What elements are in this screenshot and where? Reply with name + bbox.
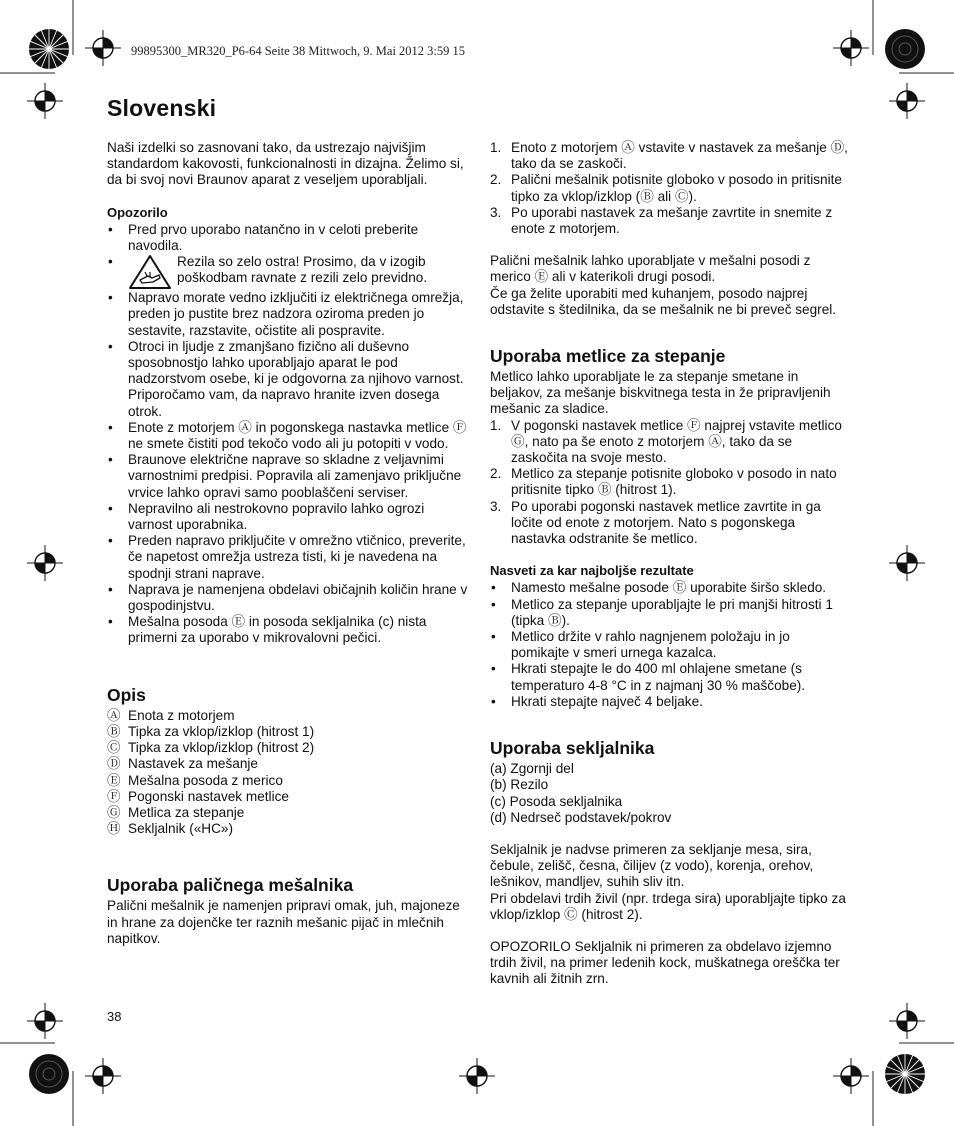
list-item: • Preden napravo priključite v omrežno vtičnico, preverite, če napetost omrežja ustreza tisti, ki je navedena na spodnji strani naprave. (107, 533, 469, 582)
list-item: • Hkrati stepajte le do 400 ml ohlajene smetane (s temperaturo 4-8 °C in z najmanj 30 % maščobe). (490, 661, 850, 693)
chopper-parts (490, 761, 850, 826)
part-label: Metlica za stepanje (128, 804, 245, 820)
part-row (107, 756, 469, 772)
crosshair-registration-icon (833, 30, 869, 66)
hand-blender-steps (490, 140, 850, 237)
part-label: Enota z motorjem (128, 707, 235, 723)
list-item (107, 254, 469, 290)
print-slug-line: 99895300_MR320_P6-64 Seite 38 Mittwoch, 9. Mai 2012 3:59 15 (131, 44, 466, 58)
step-item (490, 205, 850, 237)
step-item (490, 172, 850, 204)
whisk-intro: Metlico lahko uporabljate le za stepanje smetane in beljakov, za mešanje biskvitnega testa in že pripravljenih mešanic za sladice. (490, 369, 831, 417)
list-item: • Hkrati stepajte največ 4 beljake. (490, 694, 850, 710)
crosshair-registration-icon (889, 83, 925, 119)
part-letter: Ⓑ (107, 723, 121, 739)
warning-heading: Opozorilo (107, 204, 168, 220)
part-letter: Ⓔ (107, 772, 121, 788)
left-column (107, 140, 469, 947)
chopper-part: (d) Nedrseč podstavek/pokrov (490, 809, 672, 825)
part-letter: Ⓐ (107, 707, 121, 723)
part-label: Mešalna posoda z merico (128, 772, 283, 788)
page-number: 38 (107, 1009, 122, 1024)
chopper-part: (b) Rezilo (490, 777, 549, 793)
blade-warning-hand-icon (128, 254, 172, 290)
part-letter: Ⓒ (107, 740, 121, 756)
part-row (107, 708, 469, 724)
list-item: • Otroci in ljudje z zmanjšano fizično ali duševno sposobnostjo lahko uporabljajo aparat le pod nadzorstvom osebe, ki je odgovorna za njihovo varnost. Priporočamo vam, da napravo hranite izven dosega otrok. (107, 339, 469, 420)
crosshair-registration-icon (459, 1058, 495, 1094)
chopper-text: Pri obdelavi trdih živil (npr. trdega sira) uporabljajte tipko za vklop/izklop Ⓒ (hitrost 2). (490, 890, 846, 922)
step-item (490, 499, 850, 548)
part-label: Tipka za vklop/izklop (hitrost 1) (128, 723, 315, 739)
step-number: 1. (490, 417, 502, 433)
step-text: Palični mešalnik potisnite globoko v posodo in pritisnite tipko za vklop/izklop (Ⓑ ali Ⓒ). (511, 172, 842, 204)
part-label: Nastavek za mešanje (128, 756, 258, 772)
list-item: • Pred prvo uporabo natančno in v celoti preberite navodila. (107, 222, 469, 254)
chopper-heading: Uporaba sekljalnika (490, 738, 655, 759)
step-number: 2. (490, 172, 502, 188)
page-title: Slovenski (107, 95, 217, 121)
step-item (490, 418, 850, 467)
step-number: 3. (490, 204, 502, 220)
starburst-registration-icon (884, 28, 926, 70)
list-item: • Namesto mešalne posode Ⓔ uporabite širšo skledo. (490, 580, 850, 596)
step-number: 3. (490, 498, 502, 514)
tips-heading: Nasveti za kar najboljše rezultate (490, 563, 694, 579)
description-heading: Opis (107, 684, 146, 705)
starburst-registration-icon (884, 1053, 926, 1095)
crosshair-registration-icon (27, 1003, 63, 1039)
part-row (107, 805, 469, 821)
part-label: Sekljalnik («HC») (128, 821, 234, 837)
step-text: Po uporabi pogonski nastavek metlice zavrtite in ga ločite od enote z motorjem. Nato s pogonskega nastavka odstranite še metlico. (511, 498, 821, 547)
crosshair-registration-icon (27, 545, 63, 581)
step-item (490, 466, 850, 498)
chopper-text: Sekljalnik je nadvse primeren za sekljanje mesa, sira, čebule, zelišč, česna, čilijev (z vodo), korenja, orehov, lešnikov, mandljev, suhih sliv itn. (490, 841, 814, 890)
part-row (107, 724, 469, 740)
intro-paragraph: Naši izdelki so zasnovani tako, da ustrezajo najvišjim standardom kakovosti, funkcionalnosti in dizajna. Želimo si, da bi svoj novi Braunov aparat z veseljem uporabljali. (107, 140, 464, 188)
list-item: • Nepravilno ali nestrokovno popravilo lahko ogrozi varnost uporabnika. (107, 501, 469, 533)
step-number: 1. (490, 140, 502, 155)
step-text: Metlico za stepanje potisnite globoko v posodo in nato pritisnite tipko Ⓑ (hitrost 1). (511, 466, 837, 498)
list-item: • Mešalna posoda Ⓔ in posoda sekljalnika (c) nista primerni za uporabo v mikrovalovni pečici. (107, 614, 469, 646)
starburst-registration-icon (28, 1053, 70, 1095)
chopper-part: (c) Posoda sekljalnika (490, 793, 623, 809)
step-text: V pogonski nastavek metlice Ⓕ najprej vstavite metlico Ⓖ, nato pa še enoto z motorjem Ⓐ, tako da se zaskočita na svoje mesto. (511, 417, 842, 466)
right-column (490, 140, 850, 988)
chopper-part: (a) Zgornji del (490, 761, 574, 777)
list-item: • Metlico držite v rahlo nagnjenem položaju in jo pomikajte v smeri urnega kazalca. (490, 629, 850, 661)
crosshair-registration-icon (85, 1058, 121, 1094)
part-letter: Ⓓ (107, 756, 121, 772)
hand-blender-intro: Palični mešalnik je namenjen pripravi omak, juh, majoneze in hrane za dojenčke ter raznih mešanic pijač in mlečnih napitkov. (107, 898, 460, 946)
crosshair-registration-icon (889, 545, 925, 581)
chopper-caution: OPOZORILO Sekljalnik ni primeren za obdelavo izjemno trdih živil, na primer ledenih kock, muškatnega oreščka ter kavnih ali žitnih zrn. (490, 938, 840, 987)
parts-list (107, 708, 469, 838)
part-row (107, 821, 469, 837)
step-item (490, 140, 850, 172)
crosshair-registration-icon (27, 83, 63, 119)
crosshair-registration-icon (85, 30, 121, 66)
part-row (107, 773, 469, 789)
starburst-registration-icon (28, 28, 70, 70)
warning-list (107, 222, 469, 647)
whisk-steps (490, 418, 850, 548)
list-item: • Metlico za stepanje uporabljajte le pri manjši hitrosti 1 (tipka Ⓑ). (490, 597, 850, 629)
part-label: Tipka za vklop/izklop (hitrost 2) (128, 740, 315, 756)
whisk-heading: Uporaba metlice za stepanje (490, 346, 726, 367)
part-letter: Ⓗ (107, 821, 121, 837)
hand-blender-note: Če ga želite uporabiti med kuhanjem, posodo najprej odstavite s štedilnika, da se mešalnik ne bi preveč segrel. (490, 285, 837, 317)
crosshair-registration-icon (889, 1003, 925, 1039)
list-item: • Braunove električne naprave so skladne z veljavnimi varnostnimi predpisi. Popravila ali zamenjavo priključne vrvice lahko opravi samo pooblaščeni serviser. (107, 452, 469, 501)
crosshair-registration-icon (833, 1058, 869, 1094)
list-item: • Enote z motorjem Ⓐ in pogonskega nastavka metlice Ⓕ ne smete čistiti pod tekočo vodo ali ju potopiti v vodo. (107, 420, 469, 452)
step-text: Enoto z motorjem Ⓐ vstavite v nastavek za mešanje Ⓓ, tako da se zaskoči. (511, 140, 848, 172)
hand-blender-heading: Uporaba paličnega mešalnika (107, 875, 354, 896)
part-row (107, 789, 469, 805)
part-label: Pogonski nastavek metlice (128, 788, 289, 804)
list-item: • Napravo morate vedno izključiti iz električnega omrežja, preden jo pustite brez nadzora oziroma preden jo sestavite, razstavite, očistite ali pospravite. (107, 290, 469, 339)
blade-warning-text: • Rezila so zelo ostra! Prosimo, da v izogib poškodbam ravnate z rezili zelo previdno. (177, 254, 428, 286)
step-text: Po uporabi nastavek za mešanje zavrtite in snemite z enote z motorjem. (511, 204, 833, 237)
list-item: • Naprava je namenjena obdelavi običajnih količin hrane v gospodinjstvu. (107, 582, 469, 614)
part-letter: Ⓖ (107, 804, 121, 820)
part-row (107, 740, 469, 756)
part-letter: Ⓕ (107, 788, 121, 804)
tips-list (490, 580, 850, 710)
step-number: 2. (490, 466, 502, 482)
hand-blender-note: Palični mešalnik lahko uporabljate v mešalni posodi z merico Ⓔ ali v katerikoli drugi posodi. (490, 253, 811, 285)
